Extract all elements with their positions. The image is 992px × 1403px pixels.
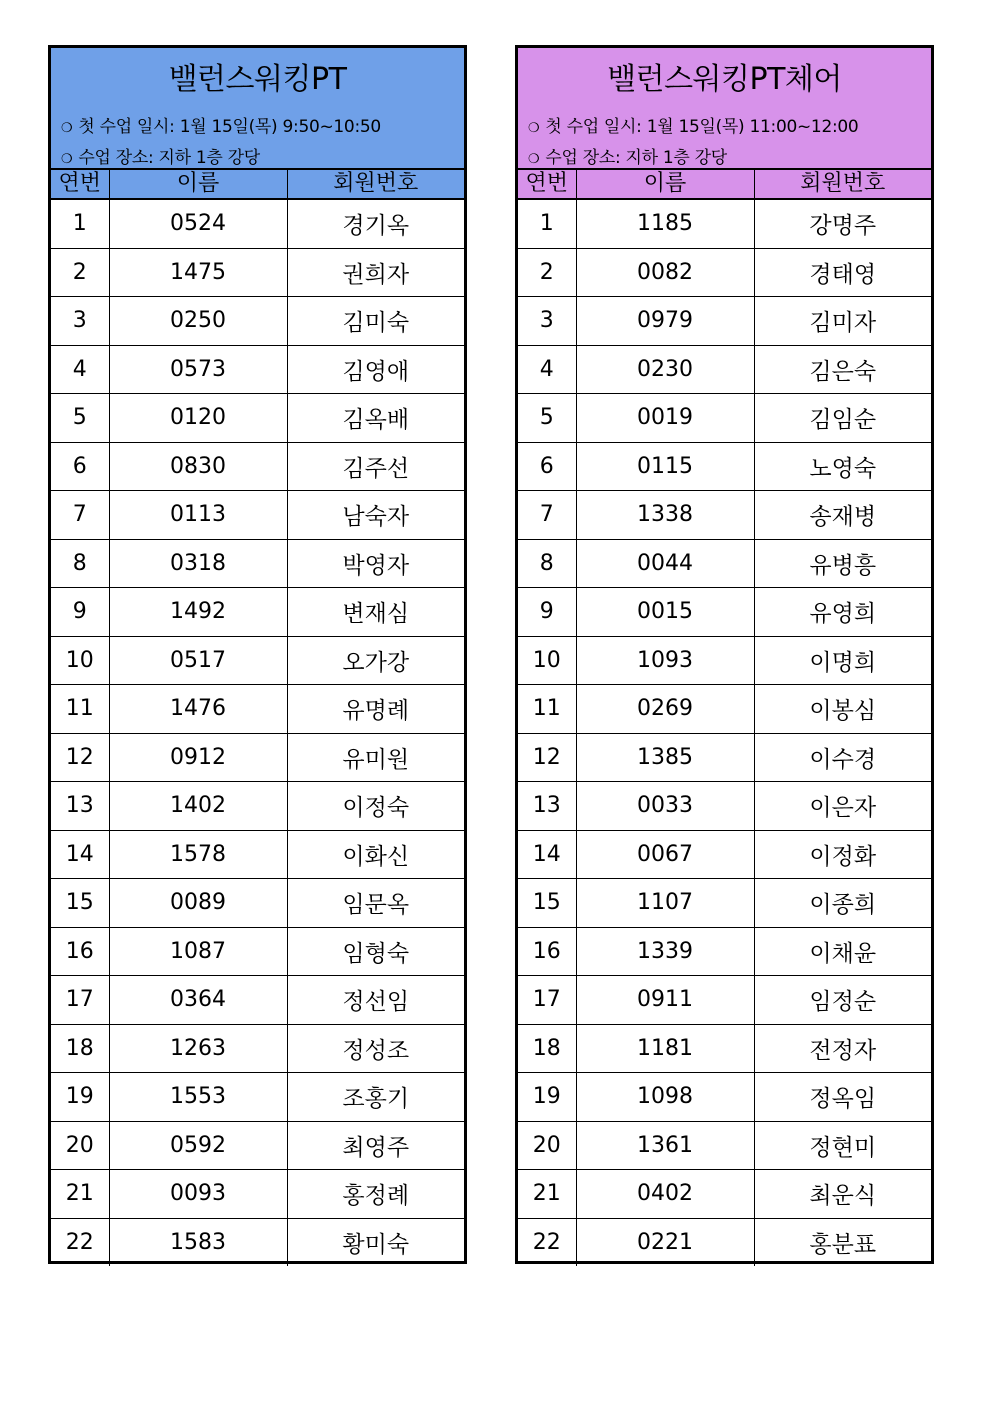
row-number: 2: [51, 248, 109, 297]
row-name: 0912: [109, 733, 287, 782]
row-number: 13: [51, 782, 109, 831]
row-member-no: 유병흥: [754, 539, 931, 588]
row-number: 20: [518, 1121, 576, 1170]
row-number: 10: [51, 636, 109, 685]
row-member-no: 김영애: [287, 345, 464, 394]
row-member-no: 정성조: [287, 1024, 464, 1073]
row-name: 0318: [109, 539, 287, 588]
row-number: 12: [518, 733, 576, 782]
row-name: 0115: [576, 442, 754, 491]
row-number: 16: [51, 927, 109, 976]
row-number: 17: [518, 976, 576, 1025]
class-schedule: ❍ 첫 수업 일시: 1월 15일(목) 9:50~10:50: [61, 117, 381, 137]
table-row: [51, 733, 464, 782]
row-member-no: 최운식: [754, 1170, 931, 1219]
row-number: 5: [518, 394, 576, 443]
col-header-no: 연번: [51, 170, 109, 199]
table-row: [51, 394, 464, 443]
row-member-no: 홍정례: [287, 1170, 464, 1219]
row-number: 8: [51, 539, 109, 588]
row-number: 4: [51, 345, 109, 394]
row-number: 12: [51, 733, 109, 782]
row-number: 1: [51, 199, 109, 248]
row-member-no: 이정화: [754, 830, 931, 879]
row-member-no: 이채윤: [754, 927, 931, 976]
row-number: 15: [51, 879, 109, 928]
row-member-no: 홍분표: [809, 1231, 877, 1258]
row-number: 3: [51, 297, 109, 346]
row-member-no: 임정순: [754, 976, 931, 1025]
table-row: [518, 539, 931, 588]
row-number: 19: [51, 1073, 109, 1122]
row-name: 1181: [576, 1024, 754, 1073]
row-member-no: 유명례: [287, 685, 464, 734]
row-number: 22: [51, 1218, 109, 1266]
col-header-member-no: 회원번호: [287, 170, 464, 199]
row-name: 1476: [109, 685, 287, 734]
row-member-no: 김주선: [287, 442, 464, 491]
row-number: 6: [51, 442, 109, 491]
row-member-no: 오가강: [287, 636, 464, 685]
row-member-no: 임문옥: [287, 879, 464, 928]
row-name: 0402: [576, 1170, 754, 1219]
row-member-no: 권희자: [287, 248, 464, 297]
row-member-no: 임형숙: [287, 927, 464, 976]
col-header-name: 이름: [576, 170, 754, 199]
table-row: [518, 199, 931, 248]
bullet-circle-icon: ❍: [61, 152, 73, 167]
row-member-no: 김옥배: [287, 394, 464, 443]
row-name: 1339: [576, 927, 754, 976]
table-row: [51, 199, 464, 248]
row-number: 11: [518, 685, 576, 734]
row-number: 13: [518, 782, 576, 831]
class-roster-right: [515, 45, 934, 1264]
row-name: 1263: [109, 1024, 287, 1073]
row-name: 1098: [576, 1073, 754, 1122]
row-member-no: 김미자: [754, 297, 931, 346]
row-member-no: 이명희: [754, 636, 931, 685]
row-number: 8: [518, 539, 576, 588]
row-member-no: 남숙자: [287, 491, 464, 540]
row-name: 1107: [576, 879, 754, 928]
row-member-no: 이화신: [287, 830, 464, 879]
table-header-row: [51, 170, 464, 199]
row-member-no: 김임순: [754, 394, 931, 443]
class-title: 밸런스워킹PT체어: [607, 62, 842, 97]
row-name: 1338: [576, 491, 754, 540]
row-name: 0089: [109, 879, 287, 928]
table-row: [51, 297, 464, 346]
row-member-no: 유미원: [287, 733, 464, 782]
row-number: 20: [51, 1121, 109, 1170]
table-row: [518, 1170, 931, 1219]
row-name: 0019: [576, 394, 754, 443]
table-row: [518, 782, 931, 831]
row-member-no: 이봉심: [754, 685, 931, 734]
table-row: [518, 685, 931, 734]
row-member-no: 이은자: [754, 782, 931, 831]
table-row: [518, 1073, 931, 1122]
row-name: 1492: [109, 588, 287, 637]
table-row: [518, 1024, 931, 1073]
table-row: [518, 588, 931, 637]
row-number: 17: [51, 976, 109, 1025]
table-row: [518, 345, 931, 394]
table-row: [518, 442, 931, 491]
row-number: 3: [518, 297, 576, 346]
row-number: 10: [518, 636, 576, 685]
row-number: 9: [51, 588, 109, 637]
row-number: 18: [51, 1024, 109, 1073]
row-name: 1583: [109, 1218, 287, 1266]
table-row: [518, 1218, 931, 1266]
row-member-no: 경기옥: [287, 199, 464, 248]
bullet-circle-icon: ❍: [528, 121, 540, 136]
class-schedule: ❍ 첫 수업 일시: 1월 15일(목) 11:00~12:00: [528, 117, 859, 137]
roster-header: [51, 48, 464, 170]
class-location: ❍ 수업 장소: 지하 1층 강당: [528, 148, 727, 168]
row-name: 0524: [109, 199, 287, 248]
col-header-name: 이름: [109, 170, 287, 199]
row-name: 0093: [109, 1170, 287, 1219]
row-member-no: 강명주: [754, 199, 931, 248]
table-header-row: [518, 170, 931, 199]
table-row: [518, 1121, 931, 1170]
row-number: 6: [518, 442, 576, 491]
row-name: 0250: [109, 297, 287, 346]
bullet-circle-icon: ❍: [528, 152, 540, 167]
table-row: [51, 588, 464, 637]
row-name: 1578: [109, 830, 287, 879]
row-name: 0067: [576, 830, 754, 879]
row-member-no: 송재병: [754, 491, 931, 540]
row-member-no: 정옥임: [754, 1073, 931, 1122]
row-member-no: 노영숙: [754, 442, 931, 491]
row-name: 0082: [576, 248, 754, 297]
row-name: 0364: [109, 976, 287, 1025]
row-number: 4: [518, 345, 576, 394]
col-header-no: 연번: [518, 170, 576, 199]
row-member-no: 이종희: [754, 879, 931, 928]
table-row: [518, 248, 931, 297]
row-number: 22: [518, 1218, 576, 1266]
row-member-no: 전정자: [754, 1024, 931, 1073]
row-name: 1361: [576, 1121, 754, 1170]
table-row: [51, 685, 464, 734]
row-member-no: 김은숙: [754, 345, 931, 394]
row-name: 0015: [576, 588, 754, 637]
table-row: [518, 879, 931, 928]
row-member-no: 최영주: [287, 1121, 464, 1170]
row-member-no: 변재심: [287, 588, 464, 637]
row-member-no: 이정숙: [287, 782, 464, 831]
row-member-no: 이수경: [754, 733, 931, 782]
table-row: [51, 636, 464, 685]
row-number: 21: [51, 1170, 109, 1219]
row-member-no: 정현미: [754, 1121, 931, 1170]
row-name: 0113: [109, 491, 287, 540]
class-title: 밸런스워킹PT: [168, 62, 347, 97]
table-row: [518, 394, 931, 443]
roster-header: [518, 48, 931, 170]
row-member-no: 정선임: [287, 976, 464, 1025]
row-name: 0911: [576, 976, 754, 1025]
row-number: 2: [518, 248, 576, 297]
row-number: 19: [518, 1073, 576, 1122]
table-row: [51, 927, 464, 976]
table-row: [51, 442, 464, 491]
table-row: [518, 976, 931, 1025]
row-name: 0044: [576, 539, 754, 588]
class-location: ❍ 수업 장소: 지하 1층 강당: [61, 148, 260, 168]
row-name: 0230: [576, 345, 754, 394]
row-member-no: 박영자: [287, 539, 464, 588]
bullet-circle-icon: ❍: [61, 121, 73, 136]
row-name: 0120: [109, 394, 287, 443]
row-name: 1087: [109, 927, 287, 976]
row-member-no: 김미숙: [287, 297, 464, 346]
row-number: 14: [51, 830, 109, 879]
roster-table: [518, 170, 931, 1266]
table-row: [518, 830, 931, 879]
row-number: 16: [518, 927, 576, 976]
row-name: 1093: [576, 636, 754, 685]
table-row: [51, 879, 464, 928]
table-row: [51, 345, 464, 394]
row-name: 0830: [109, 442, 287, 491]
row-name: 1475: [109, 248, 287, 297]
table-row: [51, 1024, 464, 1073]
table-row: [51, 1218, 464, 1266]
row-name: 0979: [576, 297, 754, 346]
row-member-no: 유영희: [754, 588, 931, 637]
table-row: [51, 782, 464, 831]
table-row: [518, 927, 931, 976]
row-name: 0269: [576, 685, 754, 734]
table-row: [51, 248, 464, 297]
table-row: [51, 539, 464, 588]
row-member-no: 조홍기: [287, 1073, 464, 1122]
table-row: [51, 1121, 464, 1170]
row-name: 1553: [109, 1073, 287, 1122]
row-name: 0033: [576, 782, 754, 831]
table-row: [51, 491, 464, 540]
row-member-no: 황미숙: [342, 1231, 410, 1258]
row-number: 1: [518, 199, 576, 248]
table-row: [518, 491, 931, 540]
row-name: 0221: [576, 1218, 754, 1266]
table-row: [51, 830, 464, 879]
row-number: 5: [51, 394, 109, 443]
row-number: 15: [518, 879, 576, 928]
row-name: 0517: [109, 636, 287, 685]
table-row: [51, 1170, 464, 1219]
table-row: [51, 976, 464, 1025]
roster-table: [51, 170, 464, 1266]
row-name: 1402: [109, 782, 287, 831]
row-number: 18: [518, 1024, 576, 1073]
row-member-no: 경태영: [754, 248, 931, 297]
row-number: 11: [51, 685, 109, 734]
table-row: [51, 1073, 464, 1122]
table-row: [518, 636, 931, 685]
table-row: [518, 297, 931, 346]
row-number: 7: [518, 491, 576, 540]
row-number: 9: [518, 588, 576, 637]
table-row: [518, 733, 931, 782]
row-number: 21: [518, 1170, 576, 1219]
row-number: 14: [518, 830, 576, 879]
row-name: 0592: [109, 1121, 287, 1170]
row-name: 1185: [576, 199, 754, 248]
class-roster-left: [48, 45, 467, 1264]
col-header-member-no: 회원번호: [754, 170, 931, 199]
row-name: 0573: [109, 345, 287, 394]
row-number: 7: [51, 491, 109, 540]
row-name: 1385: [576, 733, 754, 782]
